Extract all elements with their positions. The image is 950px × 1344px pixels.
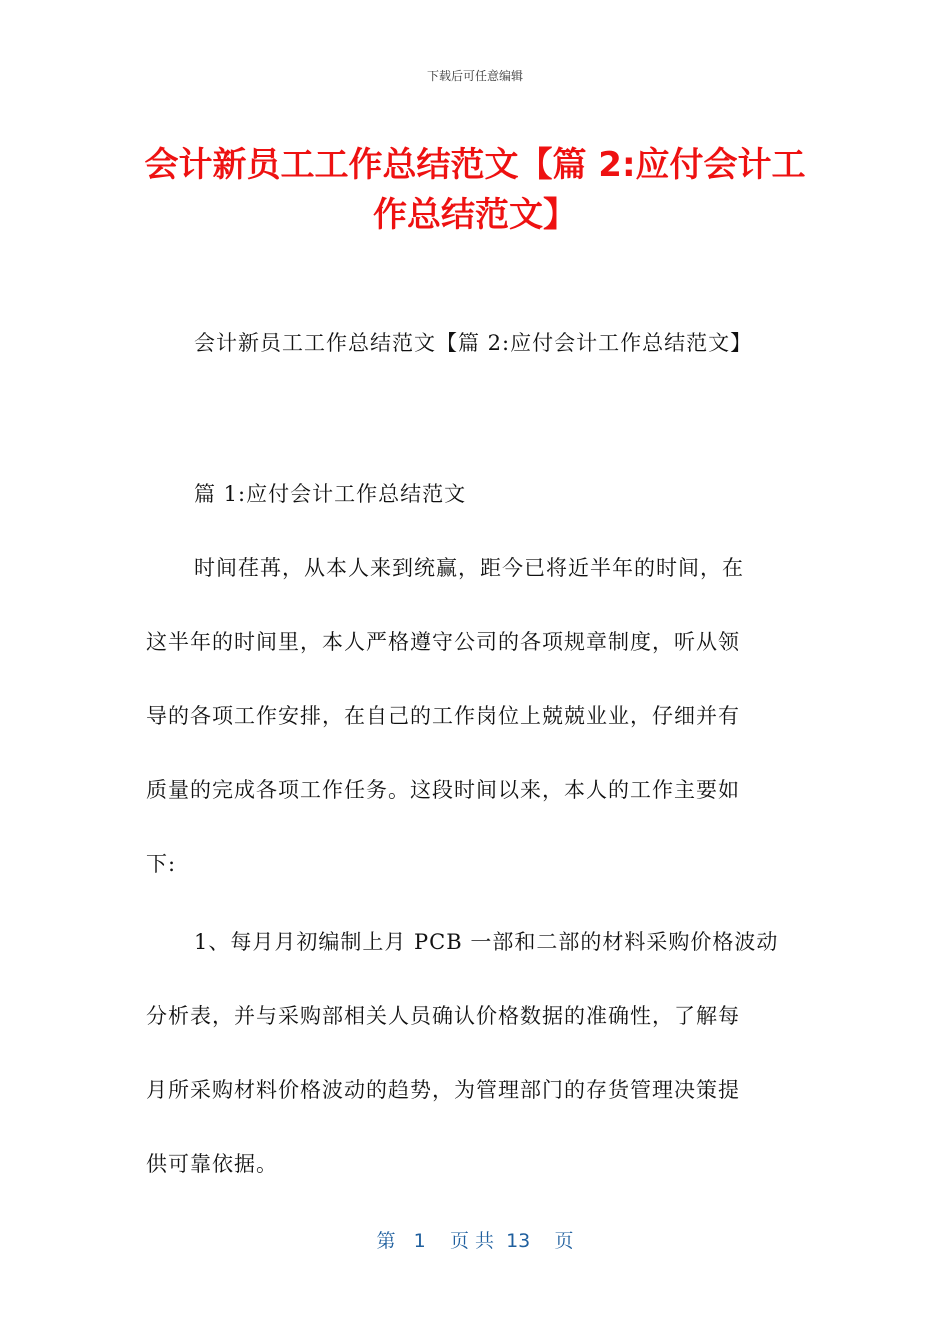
paragraph-2-line: 1、每月月初编制上月 PCB 一部和二部的材料采购价格波动: [194, 930, 779, 954]
section-heading-paragraph: [146, 457, 806, 531]
paragraph-1-line: 时间荏苒，从本人来到统赢，距今已将近半年的时间，在: [194, 556, 744, 580]
section-heading: 篇 1:应付会计工作总结范文: [194, 482, 467, 506]
paragraph-1-line: 下:: [146, 852, 177, 876]
subtitle-text: 会计新员工工作总结范文【篇 2:应付会计工作总结范文】: [194, 331, 753, 355]
paragraph-1-line: 这半年的时间里，本人严格遵守公司的各项规章制度，听从领: [146, 630, 740, 654]
document-title-line-1: 会计新员工工作总结范文【篇 2:应付会计工: [144, 145, 806, 185]
paragraph-1: [146, 531, 806, 901]
paragraph-1-line: 质量的完成各项工作任务。这段时间以来，本人的工作主要如: [146, 778, 740, 802]
total-pages: 13: [506, 1230, 531, 1252]
paragraph-2-line: 供可靠依据。: [146, 1152, 278, 1176]
paragraph-2-line: 分析表，并与采购部相关人员确认价格数据的准确性，了解每: [146, 1004, 740, 1028]
paragraph-2-line: 月所采购材料价格波动的趋势，为管理部门的存货管理决策提: [146, 1078, 740, 1102]
header-note: 下载后可任意编辑: [426, 69, 523, 83]
subtitle-paragraph: [146, 306, 806, 380]
paragraph-2: [146, 905, 806, 1201]
page-label-mid: 页 共: [449, 1230, 494, 1252]
document-title: [140, 140, 810, 240]
page-label-prefix: 第: [376, 1230, 396, 1252]
paragraph-1-line: 导的各项工作安排，在自己的工作岗位上兢兢业业，仔细并有: [146, 704, 740, 728]
page-label-suffix: 页: [554, 1230, 574, 1252]
page-number: 1: [413, 1230, 426, 1252]
document-title-line-2: 作总结范文】: [373, 195, 577, 235]
page-footer: [0, 1226, 950, 1253]
